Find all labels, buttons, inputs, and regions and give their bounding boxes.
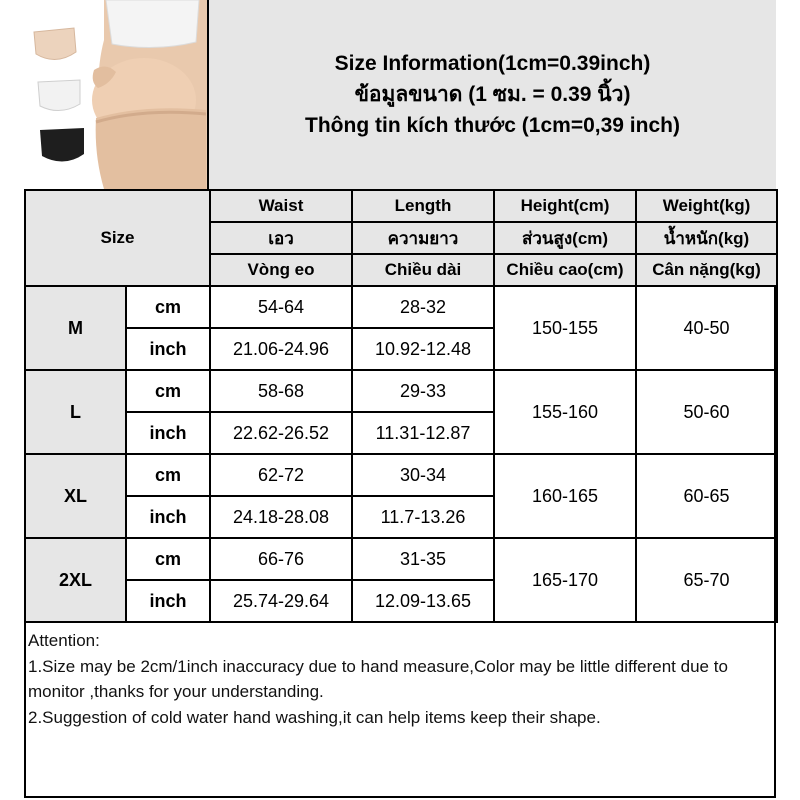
weight-range: 65-70	[636, 538, 777, 622]
table-row	[25, 370, 777, 412]
unit-inch: inch	[126, 496, 210, 538]
column-header-height: Height(cm)	[494, 190, 636, 222]
length-inch: 10.92-12.48	[352, 328, 494, 370]
black-swatch	[40, 128, 84, 162]
note-washing: 2.Suggestion of cold water hand washing,it can help items keep their shape.	[28, 707, 601, 727]
unit-cm: cm	[126, 286, 210, 328]
size-label: M	[25, 286, 126, 370]
product-illustration	[24, 0, 209, 189]
model-top	[106, 0, 199, 48]
size-label: 2XL	[25, 538, 126, 622]
column-header-height-vi: Chiều cao(cm)	[494, 254, 636, 286]
column-header-length-vi: Chiều dài	[352, 254, 494, 286]
title-english: Size Information(1cm=0.39inch)	[334, 52, 651, 75]
waist-cm: 62-72	[210, 454, 352, 496]
length-cm: 31-35	[352, 538, 494, 580]
length-inch: 11.31-12.87	[352, 412, 494, 454]
beige-swatch	[34, 28, 76, 60]
column-header-height-thai: ส่วนสูง(cm)	[494, 222, 636, 254]
waist-cm: 54-64	[210, 286, 352, 328]
product-photo	[24, 0, 209, 189]
waist-inch: 22.62-26.52	[210, 412, 352, 454]
height-range: 155-160	[494, 370, 636, 454]
unit-inch: inch	[126, 328, 210, 370]
table-row	[25, 454, 777, 496]
length-inch: 12.09-13.65	[352, 580, 494, 622]
height-range: 165-170	[494, 538, 636, 622]
unit-cm: cm	[126, 370, 210, 412]
waist-inch: 25.74-29.64	[210, 580, 352, 622]
size-label: XL	[25, 454, 126, 538]
unit-inch: inch	[126, 580, 210, 622]
note-accuracy: 1.Size may be 2cm/1inch inaccuracy due to hand measure,Color may be little different due to monitor ,thanks for your understanding.	[28, 656, 728, 701]
title-vietnamese: Thông tin kích thước (1cm=0,39 inch)	[305, 114, 680, 137]
size-label: L	[25, 370, 126, 454]
waist-inch: 21.06-24.96	[210, 328, 352, 370]
attention-notes	[28, 628, 768, 730]
table-row	[25, 538, 777, 580]
unit-inch: inch	[126, 412, 210, 454]
length-cm: 28-32	[352, 286, 494, 328]
column-header-waist-vi: Vòng eo	[210, 254, 352, 286]
weight-range: 40-50	[636, 286, 777, 370]
column-header-weight-thai: น้ำหนัก(kg)	[636, 222, 777, 254]
header-row-english	[25, 190, 777, 222]
table-row	[25, 286, 777, 328]
title-thai: ข้อมูลขนาด (1 ซม. = 0.39 นิ้ว)	[354, 83, 631, 106]
length-inch: 11.7-13.26	[352, 496, 494, 538]
model-brief	[96, 108, 206, 189]
column-header-weight-vi: Cân nặng(kg)	[636, 254, 777, 286]
weight-range: 60-65	[636, 454, 777, 538]
column-header-weight: Weight(kg)	[636, 190, 777, 222]
white-swatch	[38, 80, 80, 111]
notes-heading: Attention:	[28, 631, 100, 650]
size-column-header: Size	[25, 190, 210, 286]
height-range: 150-155	[494, 286, 636, 370]
size-table	[24, 189, 778, 623]
waist-cm: 66-76	[210, 538, 352, 580]
length-cm: 29-33	[352, 370, 494, 412]
unit-cm: cm	[126, 538, 210, 580]
column-header-waist: Waist	[210, 190, 352, 222]
weight-range: 50-60	[636, 370, 777, 454]
waist-inch: 24.18-28.08	[210, 496, 352, 538]
length-cm: 30-34	[352, 454, 494, 496]
column-header-length-thai: ความยาว	[352, 222, 494, 254]
column-header-length: Length	[352, 190, 494, 222]
height-range: 160-165	[494, 454, 636, 538]
waist-cm: 58-68	[210, 370, 352, 412]
column-header-waist-thai: เอว	[210, 222, 352, 254]
title-box	[209, 0, 776, 189]
unit-cm: cm	[126, 454, 210, 496]
